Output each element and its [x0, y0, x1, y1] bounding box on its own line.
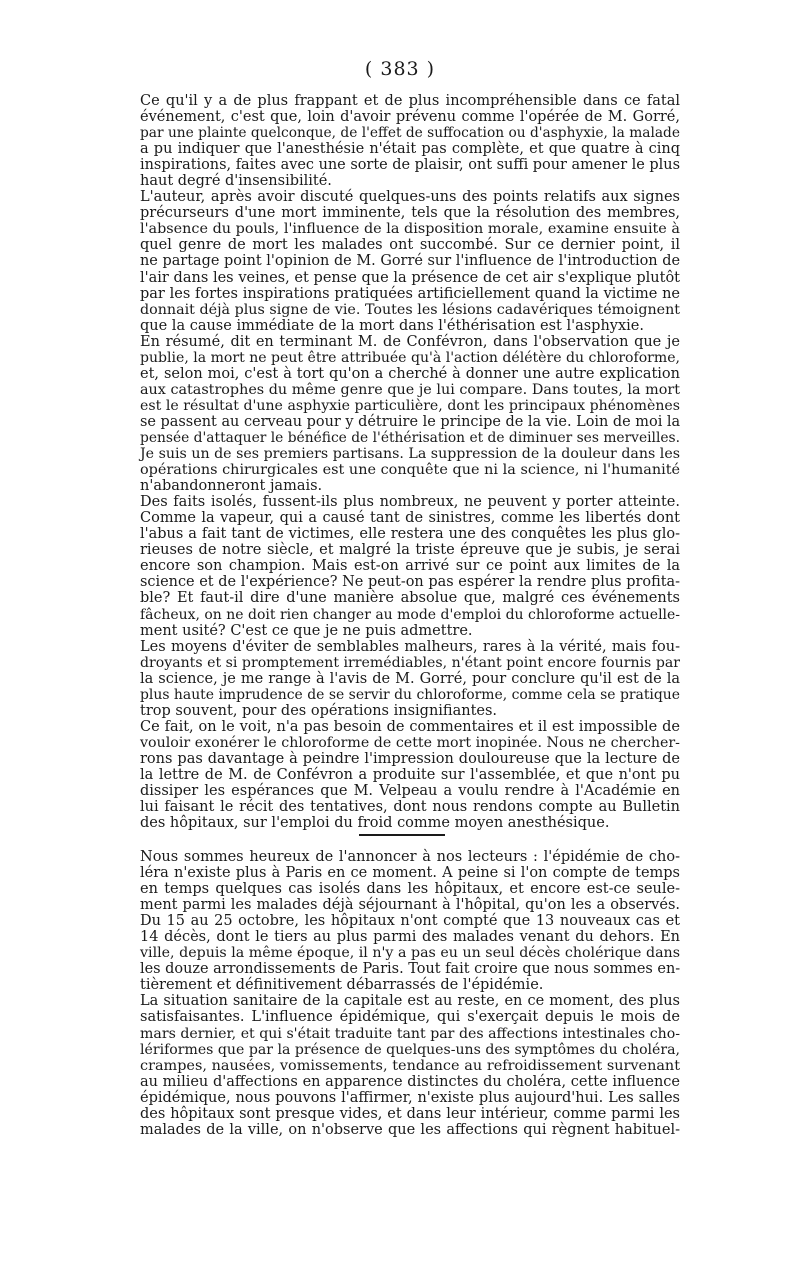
- text-line: crampes, nausées, vomissements, tendance au refroidissement survenant: [140, 1057, 680, 1074]
- text-line: Ce fait, on le voit, n'a pas besoin de commentaires et il est impossible de: [140, 718, 680, 735]
- text-line: la lettre de M. de Confévron a produite sur l'assemblée, et que n'ont pu: [140, 766, 680, 783]
- text-line: opérations chirurgicales est une conquête que ni la science, ni l'humanité: [140, 462, 680, 479]
- article-text-chloroform: [140, 93, 680, 831]
- text-line: la science, je me range à l'avis de M. Gorré, pour conclure qu'il est de la: [140, 670, 680, 687]
- section-separator-rule: [359, 834, 445, 836]
- paragraph: [140, 494, 680, 638]
- text-line: droyants et si promptement irremédiables, n'étant point encore fournis par: [140, 654, 680, 671]
- text-line: En résumé, dit en terminant M. de Confévron, dans l'observation que je: [140, 333, 680, 350]
- paragraph: [140, 719, 680, 831]
- text-line: Du 15 au 25 octobre, les hôpitaux n'ont compté que 13 nouveaux cas et: [140, 913, 680, 930]
- text-line: trop souvent, pour des opérations insignifiantes.: [140, 702, 498, 719]
- text-line: donnait déjà plus signe de vie. Toutes les lésions cadavériques témoignent: [140, 301, 680, 318]
- text-line: publie, la mort ne peut être attribuée qu'à l'action délétère du chloroforme,: [140, 349, 680, 366]
- paragraph: [140, 849, 680, 993]
- paragraph: [140, 334, 680, 494]
- text-line: est le résultat d'une asphyxie particulière, dont les principaux phénomènes: [140, 397, 680, 414]
- text-line: que la cause immédiate de la mort dans l'éthérisation est l'asphyxie.: [140, 317, 644, 334]
- text-line: ne partage point l'opinion de M. Gorré sur l'influence de l'introduction de: [140, 253, 680, 270]
- text-line: 14 décès, dont le tiers au plus parmi des malades venant du dehors. En: [140, 929, 680, 946]
- text-line: plus haute imprudence de se servir du chloroforme, comme cela se pratique: [140, 686, 680, 703]
- paragraph: [140, 189, 680, 333]
- text-line: des hôpitaux sont presque vides, et dans leur intérieur, comme parmi les: [140, 1105, 680, 1122]
- text-line: fâcheux, on ne doit rien changer au mode d'emploi du chloroforme actuelle-: [140, 606, 680, 623]
- text-line: rieuses de notre siècle, et malgré la triste épreuve que je subis, je serai: [140, 542, 680, 559]
- text-line: aux catastrophes du même genre que je lui compare. Dans toutes, la mort: [140, 381, 680, 398]
- text-line: pensée d'attaquer le bénéfice de l'éthérisation et de diminuer ses merveilles.: [140, 429, 680, 446]
- text-line: satisfaisantes. L'influence épidémique, qui s'exerçait depuis le mois de: [140, 1009, 680, 1026]
- text-line: l'absence du pouls, l'influence de la disposition morale, examine ensuite à: [140, 221, 680, 238]
- text-line: épidémique, nous pouvons l'affirmer, n'existe plus aujourd'hui. Les salles: [140, 1089, 680, 1106]
- text-line: mars dernier, et qui s'était traduite tant par des affections intestinales cho-: [140, 1025, 680, 1042]
- text-line: ment usité? C'est ce que je ne puis admettre.: [140, 622, 473, 639]
- text-line: tièrement et définitivement débarrassés de l'épidémie.: [140, 977, 544, 994]
- text-line: La situation sanitaire de la capitale est au reste, en ce moment, des plus: [140, 993, 680, 1010]
- text-line: Comme la vapeur, qui a causé tant de sinistres, comme les libertés dont: [140, 510, 680, 527]
- text-line: léra n'existe plus à Paris en ce moment. A peine si l'on compte de temps: [140, 865, 680, 882]
- text-line: vouloir exonérer le chloroforme de cette mort inopinée. Nous ne chercher-: [140, 734, 680, 751]
- text-line: lériformes que par la présence de quelques-uns des symptômes du choléra,: [140, 1041, 680, 1058]
- paragraph: [140, 639, 680, 719]
- text-line: lui faisant le récit des tentatives, dont nous rendons compte au Bulletin: [140, 799, 680, 816]
- paragraph: [140, 93, 680, 189]
- text-line: ville, depuis la même époque, il n'y a pas eu un seul décès cholérique dans: [140, 945, 680, 962]
- text-line: des hôpitaux, sur l'emploi du froid comme moyen anesthésique.: [140, 815, 610, 832]
- text-line: science et de l'expérience? Ne peut-on pas espérer la rendre plus profita-: [140, 574, 680, 591]
- text-line: en temps quelques cas isolés dans les hôpitaux, et encore est-ce seule-: [140, 881, 680, 898]
- text-line: se passent au cerveau pour y détruire le principe de la vie. Loin de moi la: [140, 413, 681, 430]
- text-line: Nous sommes heureux de l'annoncer à nos lecteurs : l'épidémie de cho-: [140, 849, 680, 865]
- text-line: n'abandonneront jamais.: [140, 478, 323, 495]
- text-line: par une plainte quelconque, de l'effet de suffocation ou d'asphyxie, la malade: [140, 125, 680, 142]
- text-line: ment parmi les malades déjà séjournant à l'hôpital, qu'on les a observés.: [140, 897, 680, 914]
- text-line: Les moyens d'éviter de semblables malheurs, rares à la vérité, mais fou-: [140, 638, 680, 655]
- text-line: événement, c'est que, loin d'avoir prévenu comme l'opérée de M. Gorré,: [140, 109, 680, 126]
- text-line: rons pas davantage à peindre l'impression douloureuse que la lecture de: [140, 750, 680, 767]
- page-number: ( 383 ): [364, 58, 436, 80]
- text-line: inspirations, faites avec une sorte de plaisir, ont suffi pour amener le plus: [140, 157, 681, 174]
- text-line: l'abus a fait tant de victimes, elle restera une des conquêtes les plus glo-: [140, 526, 680, 543]
- text-line: et, selon moi, c'est à tort qu'on a cherché à donner une autre explication: [140, 365, 680, 382]
- text-line: malades de la ville, on n'observe que les affections qui règnent habituel-: [140, 1121, 680, 1138]
- text-line: haut degré d'insensibilité.: [140, 173, 332, 190]
- text-line: par les fortes inspirations pratiquées artificiellement quand la victime ne: [140, 285, 680, 302]
- text-line: dissiper les espérances que M. Velpeau a voulu rendre à l'Académie en: [140, 783, 680, 800]
- text-line: les douze arrondissements de Paris. Tout fait croire que nous sommes en-: [140, 961, 681, 978]
- text-line: a pu indiquer que l'anesthésie n'était pas complète, et que quatre à cinq: [140, 141, 680, 158]
- text-line: précurseurs d'une mort imminente, tels que la résolution des membres,: [140, 205, 680, 222]
- text-line: Ce qu'il y a de plus frappant et de plus incompréhensible dans ce fatal: [140, 93, 680, 109]
- text-line: Des faits isolés, fussent-ils plus nombreux, ne peuvent y porter atteinte.: [140, 494, 680, 511]
- text-line: l'air dans les veines, et pense que la présence de cet air s'explique plutôt: [140, 269, 680, 286]
- paragraph: [140, 993, 680, 1137]
- text-line: Je suis un de ses premiers partisans. La suppression de la douleur dans les: [140, 446, 680, 463]
- text-line: au milieu d'affections en apparence distinctes du choléra, cette influence: [140, 1073, 680, 1090]
- text-line: quel genre de mort les malades ont succombé. Sur ce dernier point, il: [140, 237, 680, 254]
- text-line: encore son champion. Mais est-on arrivé sur ce point aux limites de la: [140, 558, 680, 575]
- article-text-cholera: [140, 849, 680, 1138]
- text-line: ble? Et faut-il dire d'une manière absolue que, malgré ces événements: [140, 590, 680, 607]
- text-line: L'auteur, après avoir discuté quelques-uns des points relatifs aux signes: [140, 189, 680, 206]
